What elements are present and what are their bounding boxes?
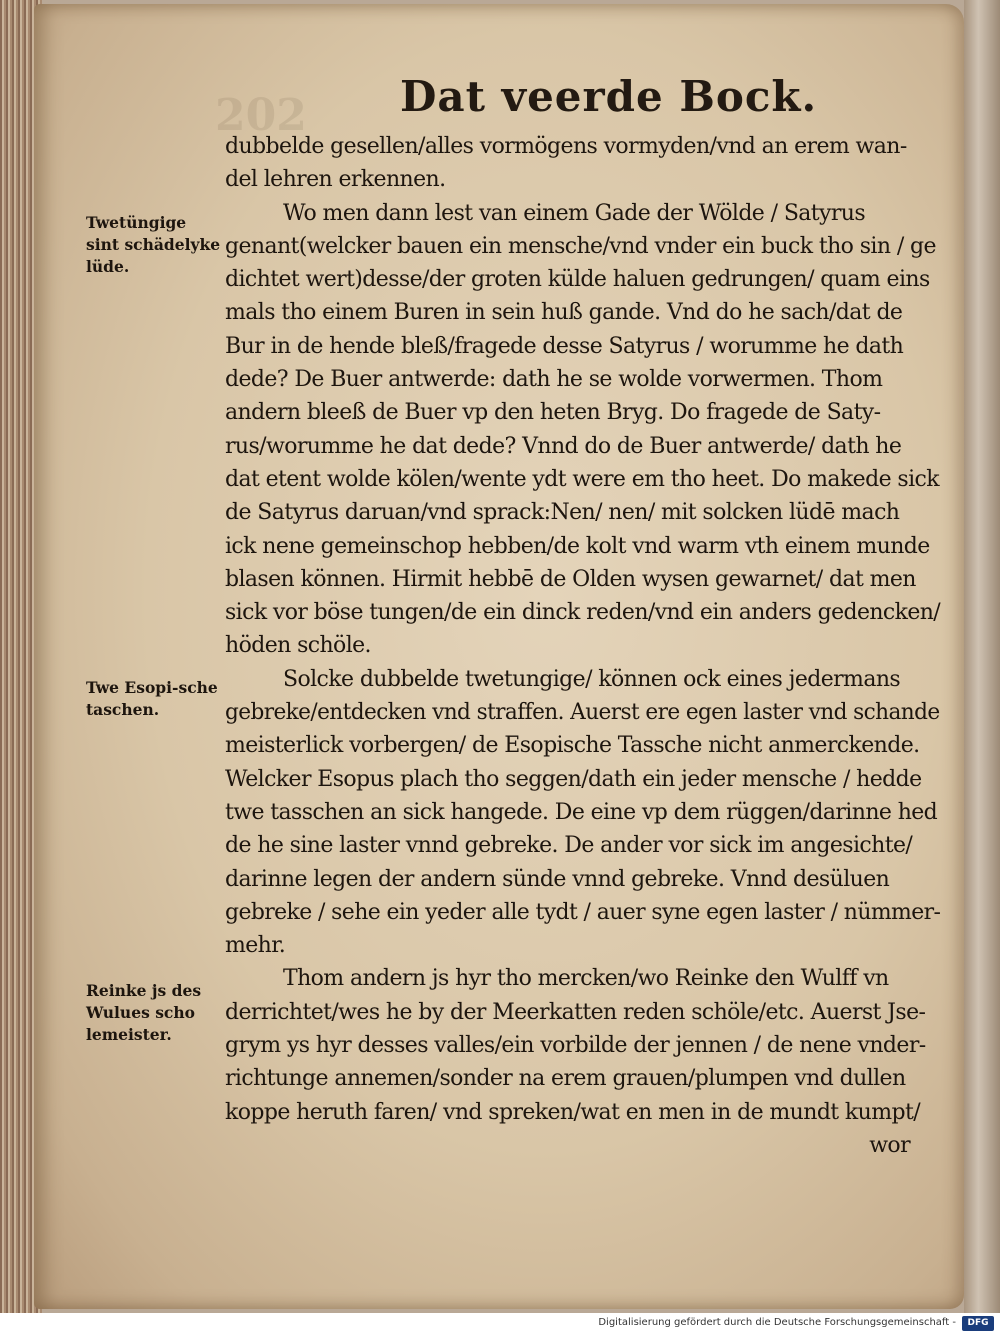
text-line: de he sine laster vnnd gebreke. De ander vor sick im angesichte/ bbox=[225, 833, 913, 859]
text-line: dede? De Buer antwerde: dath he se wolde vorwermen. Thom bbox=[225, 367, 883, 393]
margin-gloss-3: Reinke js des Wulues scho lemeister. bbox=[86, 981, 202, 1044]
text-line: darinne legen der andern sünde vnnd gebreke. Vnnd desüluen bbox=[225, 866, 890, 892]
text-line: dubbelde gesellen/alles vormögens vormyden/vnd an erem wan- bbox=[225, 134, 907, 159]
text-line: höden schöle. bbox=[225, 633, 371, 659]
text-line: meisterlick vorbergen/ de Esopische Tassche nicht anmerckende. bbox=[225, 733, 920, 759]
text-line: mals tho einem Buren in sein huß gande. Vnd do he sach/dat de bbox=[225, 300, 903, 326]
text-line: richtunge annemen/sonder na erem grauen/plumpen vnd dullen bbox=[225, 1066, 906, 1092]
text-line: mehr. bbox=[225, 933, 286, 959]
text-line: twe tasschen an sick hangede. De eine vp dem rüggen/darinne hed bbox=[225, 799, 938, 825]
text-line: blasen können. Hirmit hebbē de Olden wysen gewarnet/ dat men bbox=[225, 566, 916, 592]
text-line: dichtet wert)desse/der groten küldе haluen gedrungen/ quam eins bbox=[225, 267, 930, 293]
text-line: gebreke/entdecken vnd straffen. Auerst ere egen laster vnd schande bbox=[225, 700, 940, 726]
funding-credit: Digitalisierung gefördert durch die Deutsche Forschungsgemeinschaft - bbox=[598, 1317, 956, 1328]
text-line: Solcke dubbelde twetungige/ können ock eines jedermans bbox=[283, 666, 901, 692]
text-line: rus/worumme he dat dede? Vnnd do de Buer antwerde/ dath he bbox=[225, 433, 902, 459]
margin-gloss-2: Twe Esopi-sche taschen. bbox=[86, 678, 218, 719]
text-line: del lehren erkennen. bbox=[225, 167, 446, 193]
text-line: Wo men dann lest van einem Gade der Wölde / Satyrus bbox=[283, 200, 866, 226]
text-line: dat etent wolde kölen/wente ydt were em tho heet. Do makede sick bbox=[225, 466, 939, 492]
text-line: gebreke / sehe ein yeder alle tydt / auer syne egen laster / nümmer- bbox=[225, 899, 941, 925]
catchword: wor bbox=[869, 1132, 910, 1158]
text-line: derrichtet/wes he by der Meerkatten reden schöle/etc. Auerst Jse- bbox=[225, 999, 926, 1025]
text-line: Welcker Esopus plach tho seggen/dath ein jeder mensche / hedde bbox=[225, 766, 922, 792]
text-line: ick nene gemeinschop hebben/de kolt vnd warm vth einem munde bbox=[225, 533, 930, 559]
body-text bbox=[225, 130, 940, 1162]
scan-border-right bbox=[964, 0, 1000, 1313]
text-line: grym ys hyr desses valles/ein vorbilde der jennen / de nene vnder- bbox=[225, 1033, 926, 1059]
bleed-through-page-number: 202 bbox=[215, 90, 307, 141]
dfg-logo: DFG bbox=[962, 1316, 994, 1331]
text-line: koppe heruth faren/ vnd spreken/wat en men in de mundt kumpt/ bbox=[225, 1099, 921, 1125]
margin-gloss-1: Twetüngige sint schädelyke lüde. bbox=[86, 213, 221, 276]
running-head: Dat veerde Bock. bbox=[400, 72, 818, 121]
text-line: de Satyrus daruan/vnd sprack:Nen/ nen/ mit solcken lüdē mach bbox=[225, 500, 900, 526]
text-line: genant(welcker bauen ein mensche/vnd vnder ein buck tho sin / ge bbox=[225, 233, 936, 259]
text-line: Thom andern js hyr tho mercken/wo Reinke den Wulff vn bbox=[283, 966, 889, 992]
footer-bar bbox=[0, 1313, 1000, 1335]
text-line: Bur in de hende bleß/fragede desse Satyrus / worumme he dath bbox=[225, 333, 904, 359]
text-line: sick vor böse tungen/de ein dinck reden/vnd ein anders gedencken/ bbox=[225, 600, 941, 626]
text-line: andern bleeß de Buer vp den heten Bryg. Do fragede de Saty- bbox=[225, 400, 881, 426]
